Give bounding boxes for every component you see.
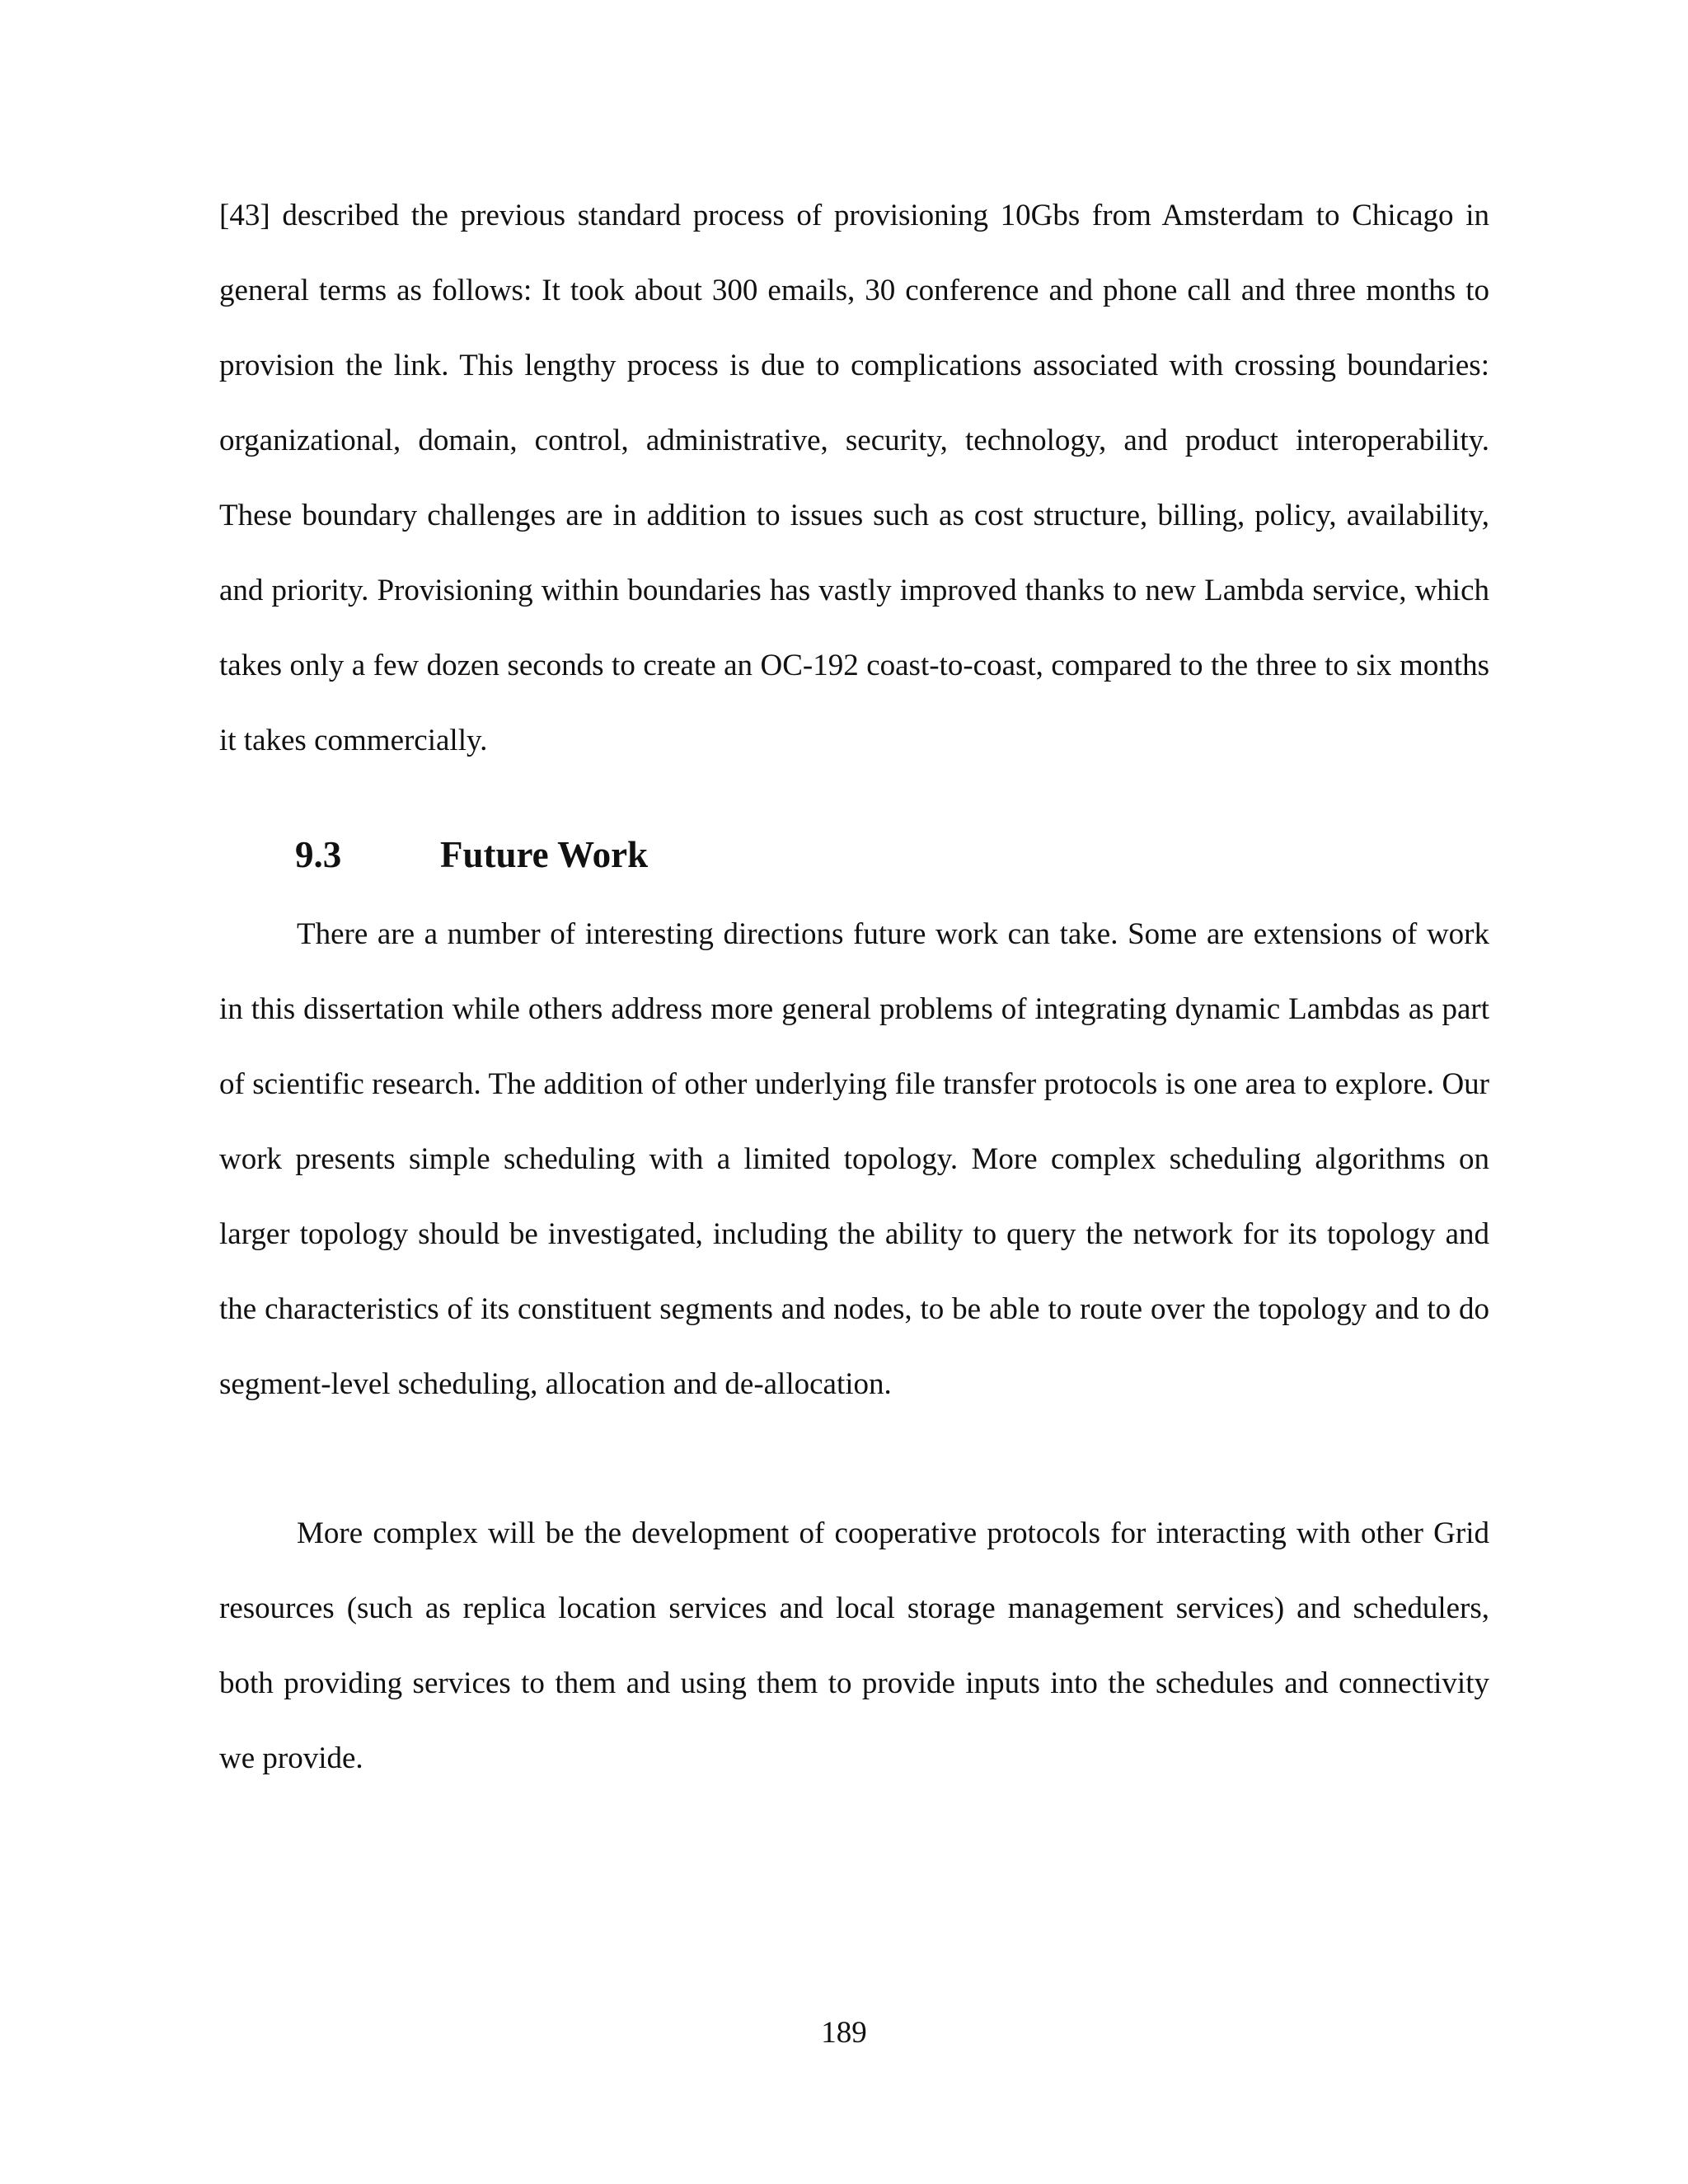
section-title: Future Work [440,834,649,875]
section-heading [295,830,648,879]
section-number: 9.3 [295,834,342,875]
paragraph-cooperative-protocols: More complex will be the development of cooperative protocols for interacting with other Grid resources (such as replica location services and local storage management services) and schedulers, both providing services to them and using them to provide inputs into the schedules and connectivity we provide. [219,1516,1489,1775]
paragraph-future-directions: There are a number of interesting directions future work can take. Some are extensions of work in this dissertation while others address more general problems of integrating dynamic Lambdas as part of scientific research. The addition of other underlying file transfer protocols is one area to explore. Our work presents simple scheduling with a limited topology. More complex scheduling algorithms on larger topology should be investigated, including the ability to query the network for its topology and the characteristics of its constituent segments and nodes, to be able to route over the topology and to do segment-level scheduling, allocation and de-allocation. [219,917,1489,1401]
paragraph-provisioning-process: [43] described the previous standard process of provisioning 10Gbs from Amsterdam to Chicago in general terms as follows: It took about 300 emails, 30 conference and phone call and three months to provision the link. This lengthy process is due to complications associated with crossing boundaries: organizational, domain, control, administrative, security, technology, and product interoperability. These boundary challenges are in addition to issues such as cost structure, billing, policy, availability, and priority. Provisioning within boundaries has vastly improved thanks to new Lambda service, which takes only a few dozen seconds to create an OC-192 coast-to-coast, compared to the three to six months it takes commercially. [219,199,1489,757]
page-number: 189 [821,2016,867,2050]
